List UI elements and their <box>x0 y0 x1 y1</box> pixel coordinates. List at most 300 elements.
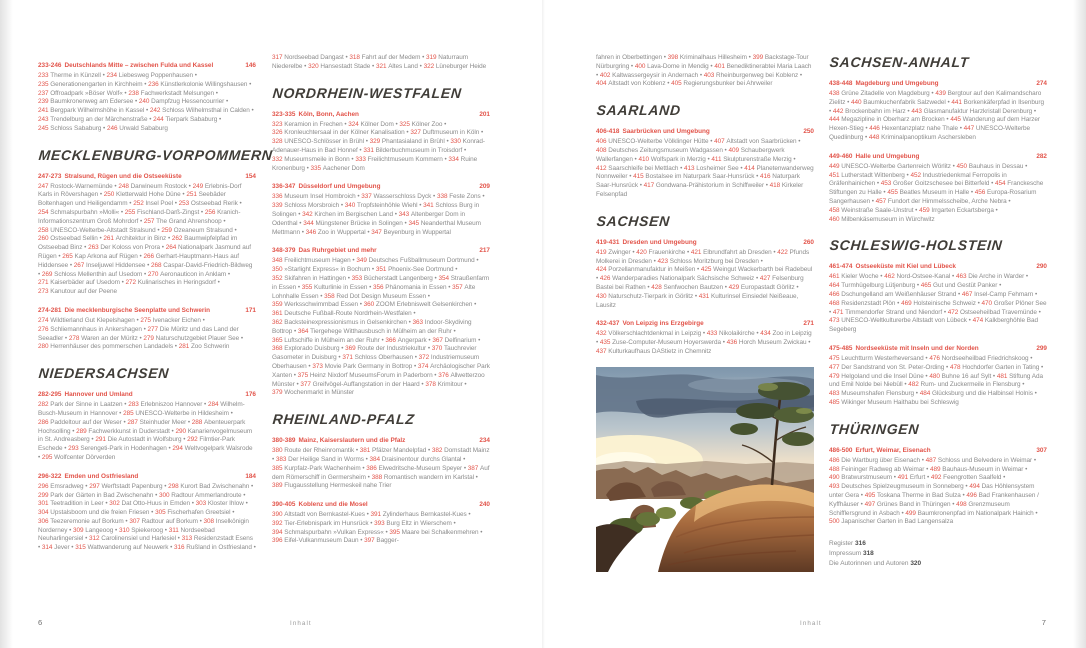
entry-number: 406 <box>596 138 607 146</box>
section-title: 475-485 Nordseeküste mit Inseln und der Norden <box>829 344 979 352</box>
entry-number: 380 <box>272 447 283 455</box>
section-page-number: 217 <box>479 247 490 255</box>
page-edge-left <box>0 0 13 648</box>
entry-number: 453 <box>880 180 892 188</box>
entry-number: 440 <box>850 98 862 106</box>
entry-number: 273 <box>38 288 49 296</box>
section-entry-range: 486-500 <box>829 446 853 454</box>
entry-number: 457 <box>875 197 887 205</box>
entry-number: 335 <box>310 164 322 172</box>
entry-number: 382 <box>431 447 443 455</box>
entry-number: 498 <box>956 500 967 508</box>
running-title-left: Inhalt <box>290 620 312 627</box>
entry-number: 403 <box>703 71 715 79</box>
section-entry-range: 449-460 <box>829 152 853 160</box>
entry-number: 347 <box>371 228 382 236</box>
entry-number: 435 <box>599 339 611 347</box>
section-page-number: 209 <box>479 183 490 191</box>
section-entry-range: 274-281 <box>38 306 62 314</box>
section-heading <box>829 344 1047 353</box>
entry-number: 326 <box>272 129 283 137</box>
entry-number: 350 <box>272 266 283 274</box>
section-entry-range: 348-379 <box>272 247 296 255</box>
entry-number: 279 <box>143 334 154 342</box>
entry-number: 293 <box>68 445 79 453</box>
entry-number: 345 <box>408 219 419 227</box>
entry-number: 352 <box>272 274 283 282</box>
section-page-number: 234 <box>479 437 490 445</box>
entry-number: 245 <box>38 124 49 132</box>
entry-number: 363 <box>412 318 424 326</box>
entry-number: 369 <box>345 345 356 353</box>
section-heading <box>596 238 814 247</box>
entry-number: 429 <box>728 283 740 291</box>
entry-number: 483 <box>829 390 840 398</box>
entry-number: 371 <box>342 354 353 362</box>
landscape-photo-illustration <box>596 367 814 572</box>
entry-number: 459 <box>919 206 930 214</box>
entry-number: 249 <box>192 182 204 190</box>
entry-number: 378 <box>425 380 436 388</box>
entry-number: 408 <box>596 146 607 154</box>
entry-number: 359 <box>272 301 283 309</box>
entry-list: 461 Kieler Woche • 462 Nord-Ostsee-Kanal • 463 Die Arche in Warder • 464 Turmhügelburg Lütjenburg • 465 Gut und Gestüt Panker • 466 Dschungelland am Weißenhäuser Strand • 467 Insel-Camp Fehmarn • 468 Residenzstadt Plön • 469 Holsteinische Schweiz • 470 Großer Plöner See • 471 Timmendorfer Strand und Niendorf • 472 Ostseeheilbad Travemünde • 473 UNESCO-Weltkulturerbe Altstadt von Lübeck • 474 Kalkberghöhle Bad Segeberg <box>829 273 1047 334</box>
entry-number: 332 <box>272 155 283 163</box>
entry-number: 334 <box>448 155 459 163</box>
entry-number: 274 <box>38 316 49 324</box>
section-entry-range: 323-335 <box>272 110 296 118</box>
page-gutter <box>542 0 545 648</box>
entry-number: 302 <box>109 500 120 508</box>
entry-number: 304 <box>38 509 49 517</box>
backmatter-page-number: 316 <box>855 540 866 548</box>
landscape-photo <box>596 367 814 572</box>
section-entry-range: 438-448 <box>829 80 853 87</box>
entry-number: 342 <box>302 210 313 218</box>
section-title: 419-431 Dresden und Umgebung <box>596 238 697 246</box>
entry-number: 242 <box>149 107 161 115</box>
entry-number: 328 <box>272 138 283 146</box>
entry-number: 437 <box>596 347 607 355</box>
entry-number: 351 <box>375 266 387 274</box>
section-heading <box>272 246 490 255</box>
section-entry-range: 461-474 <box>829 263 853 271</box>
entry-number: 485 <box>829 398 840 406</box>
entry-number: 340 <box>344 202 356 210</box>
entry-number: 486 <box>829 456 840 464</box>
section-page-number: 290 <box>1036 263 1047 271</box>
section-heading <box>38 61 256 70</box>
entry-list: 296 Emsradweg • 297 Werftstadt Papenburg • 298 Kurort Bad Zwischenahn • 299 Park der Gärten in Bad Zwischenahn • 300 Radtour Ammerlandroute • 301 Teetradition in Leer • 302 Dat Otto-Huus in Emden • 303 Kloster Ihlow • 304 Upstalsboom und die freien Friesen • 305 Fischerhafen Greetsiel • 306 Teezeremonie auf Borkum • 307 Radtour auf Borkum • 308 Inselkönigin Norderney • 309 Langeoog • 310 Spiekeroog • 311 Nordseebad Neuharlingersiel • 312 Carolinensiel und Harlesiel • 313 Residenzstadt Esens • 314 Jever • 315 Wattwanderung auf Neuwerk • 316 Rußland in Ostfriesland • <box>38 482 256 552</box>
section-title: 233-246 Deutschlands Mitte – zwischen Fulda und Kassel <box>38 62 214 69</box>
entry-number: 445 <box>950 116 961 124</box>
entry-number: 257 <box>143 217 155 225</box>
entry-number: 357 <box>452 283 463 291</box>
entry-number: 466 <box>829 290 840 298</box>
entry-number: 421 <box>690 248 702 256</box>
backmatter-item: Impressum 318 <box>829 549 874 557</box>
state-heading: SCHLESWIG-HOLSTEIN <box>829 237 1004 254</box>
entry-number: 250 <box>103 191 115 199</box>
entry-number: 353 <box>351 274 363 282</box>
section-page-number: 176 <box>245 391 256 399</box>
entry-number: 238 <box>128 89 139 97</box>
entry-number: 439 <box>935 90 946 97</box>
entry-number: 314 <box>41 544 53 552</box>
entry-list: 348 Freilichtmuseum Hagen • 349 Deutsches Fußballmuseum Dortmund • 350 »Starlight Express« in Bochum • 351 Phoenix-See Dortmund • 352 Skifahren in Hattingen • 353 Bücherstadt Langenberg • 354 Straußenfarm in Essen • 355 Kulturlinie in Essen • 356 Phänomania in Essen • 357 Alte Lohnhalle Essen • 358 Red Dot Design Museum Essen • 359 Werksschwimmbad Essen • 360 ZOOM Erlebniswelt Gelsenkirchen • 361 Deutsche Fußball-Route Nordrhein-Westfalen • 362 Backsteinexpressionismus in Gelsenkirchen • 363 Indoor-Skydiving Bottrop • 364 Tiergehege Witthausbusch in Mülheim an der Ruhr • 365 Luftschiffe in Mülheim an der Ruhr • 366 Angerpark • 367 Delfinarium • 368 Explorado Duisburg • 369 Route der Industriekultur • 370 Tauchrevier Gasometer in Duisburg • 371 Schloss Oberhausen • 372 Industriemuseum Oberhausen • 373 Movie Park Germany in Bottrop • 374 Archäologischer Park Xanten • 375 Heinz Nixdorf MuseumsForum in Paderborn • 376 Allwetterzoo Münster • 377 Greifvögel-Auffangstation in der Haard • 378 Krimitour • 379 Wochenmarkt in Münster <box>272 257 490 397</box>
entry-number: 324 <box>348 120 359 128</box>
entry-number: 454 <box>995 180 1006 188</box>
entry-number: 431 <box>698 292 710 300</box>
entry-number: 420 <box>636 248 647 256</box>
section-page-number: 240 <box>479 501 490 509</box>
entry-number: 319 <box>426 54 437 61</box>
section-heading <box>38 472 256 481</box>
entry-number: 464 <box>829 282 840 290</box>
entry-number: 463 <box>955 273 967 281</box>
entry-number: 407 <box>714 138 725 146</box>
section-heading <box>272 182 490 191</box>
entry-number: 410 <box>638 155 649 163</box>
entry-number: 413 <box>684 164 695 172</box>
section-page-number: 307 <box>1036 446 1047 454</box>
entry-number: 281 <box>178 343 190 351</box>
entry-number: 480 <box>929 372 940 380</box>
entry-number: 465 <box>920 282 932 290</box>
entry-number: 460 <box>829 215 840 223</box>
state-heading: SACHSEN-ANHALT <box>829 54 970 70</box>
section-heading <box>829 152 1047 161</box>
entry-number: 286 <box>38 418 49 426</box>
entry-number: 288 <box>191 418 203 426</box>
entry-number: 395 <box>389 528 400 536</box>
entry-number: 372 <box>418 354 430 362</box>
section-title: 282-295 Hannover und Umland <box>38 391 133 399</box>
entry-number: 300 <box>158 491 170 499</box>
entry-number: 243 <box>38 115 49 123</box>
section-page-number: 171 <box>245 306 256 314</box>
entry-number: 346 <box>305 228 317 236</box>
section-title: 247-273 Stralsund, Rügen und die Ostseeküste <box>38 172 182 180</box>
entry-number: 461 <box>829 273 840 281</box>
entry-number: 313 <box>181 535 193 543</box>
entry-number: 389 <box>272 482 283 490</box>
entry-number: 446 <box>869 125 880 133</box>
entry-number: 425 <box>700 266 712 274</box>
entry-number: 264 <box>165 244 177 252</box>
entry-number: 338 <box>436 193 448 201</box>
entry-number: 441 <box>951 98 962 106</box>
page-number-left: 6 <box>38 618 43 627</box>
section-title: 296-322 Emden und Ostfriesland <box>38 472 139 480</box>
entry-number: 237 <box>38 89 49 97</box>
entry-number: 360 <box>363 301 375 309</box>
entry-number: 262 <box>171 235 183 243</box>
entry-number: 428 <box>651 283 662 291</box>
entry-number: 333 <box>355 155 366 163</box>
entry-number: 241 <box>38 107 49 115</box>
entry-number: 377 <box>300 380 311 388</box>
backmatter-page-number: 320 <box>910 559 922 567</box>
entry-number: 366 <box>385 336 396 344</box>
entry-number: 358 <box>324 292 335 300</box>
entry-number: 311 <box>168 526 179 534</box>
entry-number: 468 <box>829 299 840 307</box>
section-title: 274-281 Die mecklenburgische Seenplatte und Schwerin <box>38 306 211 314</box>
section-page-number: 282 <box>1036 152 1047 160</box>
entry-number: 436 <box>726 339 738 347</box>
state-heading: NORDRHEIN-WESTFALEN <box>272 84 463 101</box>
entry-list: 317 Nordseebad Dangast • 318 Fahrt auf der Medem • 319 Naturraum Niederelbe • 320 Hansestadt Stade • 321 Altes Land • 322 Lüneburger Heide <box>272 54 487 70</box>
entry-list: 432 Völkerschlachtdenkmal in Leipzig • 433 Nikolaikirche • 434 Zoo in Leipzig • 435 Zuse-Computer-Museum Hoyerswerda • 436 Horch Museum Zwickau • 437 Kulturkaufhaus DAStietz in Chemnitz <box>596 330 812 355</box>
entry-number: 265 <box>62 252 73 260</box>
entry-number: 477 <box>829 363 840 371</box>
entry-number: 492 <box>930 474 942 482</box>
entry-number: 303 <box>195 500 207 508</box>
entry-number: 433 <box>706 330 718 338</box>
entry-number: 316 <box>174 544 185 552</box>
entry-number: 256 <box>204 208 216 216</box>
entry-list: fahren in Oberbettingen • 398 Kriminalhaus Hillesheim • 399 Backstage-Tour Nürburgring • 400 Lava-Dome in Mendig • 401 Benediktinerabtei Maria Laach • 402 Kaltwassergeysir in Andernach • 403 Rheinburgenweg bei Koblenz • 404 Altstadt von Koblenz • 405 Regierungsbunker bei Ahrweiler <box>596 54 812 88</box>
entry-number: 400 <box>634 62 646 70</box>
entry-number: 404 <box>596 80 607 88</box>
entry-number: 412 <box>596 164 607 172</box>
entry-number: 409 <box>728 146 739 154</box>
entry-number: 246 <box>106 124 118 132</box>
toc-column-2 <box>272 52 490 546</box>
entry-number: 390 <box>272 511 283 519</box>
entry-number: 500 <box>829 518 840 526</box>
state-heading: NIEDERSACHSEN <box>38 365 170 382</box>
section-entry-range: 296-322 <box>38 472 62 480</box>
section-title: 438-448 Magdeburg und Umgebung <box>829 80 939 87</box>
entry-number: 312 <box>89 535 100 543</box>
entry-number: 258 <box>38 226 49 234</box>
entry-number: 270 <box>147 270 159 278</box>
entry-number: 233 <box>38 72 49 79</box>
entry-number: 422 <box>777 248 788 256</box>
entry-number: 434 <box>760 330 771 338</box>
entry-number: 491 <box>897 474 909 482</box>
entry-number: 462 <box>884 273 895 281</box>
entry-number: 397 <box>364 537 375 545</box>
entry-number: 398 <box>667 54 679 61</box>
entry-list: 282 Park der Sinne in Laatzen • 283 Erlebniszoo Hannover • 284 Wilhelm-Busch-Museum in Hannover • 285 UNESCO-Welterbe in Hildesheim • 286 Paddeltour auf der Weser • 287 Steinhuder Meer • 288 Abenteuerpark Hochsolling • 289 Fachwerkkunst in Duderstadt • 290 Kanarienvogelmuseum in St. Andreasberg • 291 Die Autostadt in Wolfsburg • 292 Filmtier-Park Eschede • 293 Serengeti-Park in Hodenhagen • 294 Weltvogelpark Walsrode • 295 Wolfcenter Dörverden <box>38 401 253 461</box>
entry-number: 430 <box>596 292 607 300</box>
entry-number: 252 <box>133 200 144 208</box>
entry-number: 321 <box>375 62 387 70</box>
entry-number: 418 <box>769 182 781 190</box>
entry-number: 392 <box>272 519 283 527</box>
entry-number: 381 <box>359 447 371 455</box>
entry-list: 438 Grüne Zitadelle von Magdeburg • 439 Bergtour auf den Kalimandscharo Zielitz • 440 Baumkuchenfabrik Salzwedel • 441 Borkenkäferpfad in Ilsenburg • 442 Brockenbahn im Harz • 443 Glasmanufaktur Harzkristall Derenburg • 444 Megazipline in Oberharz am Brocken • 445 Wanderung auf dem Harzer Hexen-Stieg • 446 Hexentanzplatz nahe Thale • 447 UNESCO-Welterbe Quedlinburg • 448 Kriminalpanoptikum Aschersleben <box>829 90 1044 141</box>
entry-number: 414 <box>744 164 755 172</box>
entry-number: 327 <box>410 129 421 137</box>
section-heading <box>38 390 256 399</box>
entry-number: 285 <box>123 409 134 417</box>
entry-number: 415 <box>633 173 644 181</box>
entry-number: 320 <box>308 62 319 70</box>
entry-number: 499 <box>905 509 916 517</box>
entry-number: 443 <box>911 107 922 115</box>
toc-column-4 <box>829 52 1047 568</box>
entry-number: 298 <box>168 482 179 490</box>
entry-list: 486 Die Wartburg über Eisenach • 487 Schloss und Belvedere in Weimar • 488 Feininger Radweg ab Weimar • 489 Bauhaus-Museum in Weimar • 490 Bratwurstmuseum • 491 Erfurt • 492 Feengrotten Saalfeld • 493 Deutsches Spielzeugmuseum in Sonneberg • 494 Das Höhlensystem unter Gera • 495 Toskana Therme in Bad Sulza • 496 Bad Frankenhausen / Kyffhäuser • 497 Grünes Band in Thüringen • 498 Grenzmuseum Schifflersgrund in Asbach • 499 Baumkronenpfad im Nationalpark Hainich • 500 Japanischer Garten in Bad Langensalza <box>829 456 1039 526</box>
section-heading <box>596 319 814 328</box>
backmatter-list <box>829 539 1047 568</box>
state-heading: SACHSEN <box>596 212 671 229</box>
entry-number: 472 <box>947 308 959 316</box>
entry-number: 488 <box>829 465 840 473</box>
entry-number: 254 <box>38 208 49 216</box>
entry-number: 234 <box>106 72 118 79</box>
entry-number: 268 <box>151 261 162 269</box>
section-page-number: 274 <box>1036 80 1047 87</box>
entry-number: 318 <box>349 54 360 61</box>
entry-number: 275 <box>140 316 151 324</box>
entry-number: 478 <box>949 363 961 371</box>
entry-number: 411 <box>711 155 722 163</box>
entry-number: 290 <box>175 427 186 435</box>
entry-number: 337 <box>361 193 372 201</box>
entry-number: 322 <box>423 62 435 70</box>
entry-number: 244 <box>153 115 164 123</box>
entry-number: 455 <box>887 189 898 197</box>
entry-number: 315 <box>75 544 86 552</box>
entry-number: 424 <box>596 266 607 274</box>
entry-number: 276 <box>38 325 49 333</box>
entry-number: 355 <box>301 283 313 291</box>
entry-number: 297 <box>89 482 100 490</box>
entry-number: 469 <box>901 299 912 307</box>
backmatter-page-number: 318 <box>862 549 874 557</box>
entry-number: 451 <box>829 171 840 179</box>
entry-number: 487 <box>925 456 937 464</box>
entry-number: 490 <box>829 474 840 482</box>
section-page-number: 260 <box>803 238 814 246</box>
entry-number: 329 <box>369 138 381 146</box>
entry-number: 260 <box>38 235 49 243</box>
section-entry-range: 247-273 <box>38 172 62 180</box>
entry-number: 343 <box>398 210 410 218</box>
entry-number: 278 <box>68 334 80 342</box>
section-title: 390-405 Koblenz und die Mosel <box>272 501 368 509</box>
section-page-number: 154 <box>245 172 256 180</box>
entry-number: 489 <box>930 465 941 473</box>
state-heading: THÜRINGEN <box>829 420 920 437</box>
entry-list: 380 Route der Rheinromantik • 381 Pfälzer Mandelpfad • 382 Domstadt Mainz • 383 Der Heilige Sand in Worms • 384 Draisinentour durchs Glantal • 385 Kurpfalz-Park Wachenheim • 386 Elwedritsche-Museum Speyer • 387 Auf dem Römerschiff in Germersheim • 388 Romantisch wandern im Karlstal • 389 Flugausstellung Hermeskeil nahe Trier <box>272 447 490 490</box>
entry-number: 253 <box>178 200 190 208</box>
entry-number: 417 <box>643 182 655 190</box>
entry-number: 336 <box>272 193 283 201</box>
entry-number: 458 <box>829 206 840 214</box>
section-page-number: 299 <box>1036 344 1047 352</box>
entry-number: 261 <box>103 235 114 243</box>
entry-number: 426 <box>599 275 611 283</box>
entry-number: 331 <box>363 146 374 154</box>
entry-number: 271 <box>38 279 49 287</box>
entry-number: 467 <box>961 290 973 298</box>
entry-number: 495 <box>864 491 876 499</box>
entry-number: 384 <box>369 455 381 463</box>
state-heading: MECKLENBURG-VORPOMMERN <box>38 146 274 163</box>
entry-number: 348 <box>272 257 283 265</box>
entry-number: 396 <box>272 537 283 545</box>
entry-number: 295 <box>41 453 53 461</box>
entry-number: 362 <box>272 318 283 326</box>
entry-number: 309 <box>73 526 84 534</box>
entry-number: 296 <box>38 482 49 490</box>
section-page-number: 184 <box>245 472 256 480</box>
entry-number: 385 <box>272 464 283 472</box>
section-heading <box>596 127 814 136</box>
entry-number: 394 <box>272 528 283 536</box>
entry-number: 476 <box>929 354 940 362</box>
entry-number: 373 <box>312 362 323 370</box>
entry-number: 266 <box>143 252 154 260</box>
section-title: 486-500 Erfurt, Weimar, Eisenach <box>829 446 931 454</box>
entry-number: 442 <box>832 107 844 115</box>
entry-number: 473 <box>829 317 840 325</box>
section-title: 323-335 Köln, Bonn, Aachen <box>272 110 359 118</box>
entry-number: 349 <box>356 257 367 265</box>
entry-number: 419 <box>596 248 607 256</box>
section-heading <box>38 172 256 181</box>
section-heading <box>829 79 1047 88</box>
entry-number: 301 <box>38 500 49 508</box>
entry-number: 374 <box>417 362 429 370</box>
entry-number: 494 <box>969 483 980 491</box>
entry-number: 283 <box>128 401 139 409</box>
section-page-number: 250 <box>803 128 814 136</box>
section-entry-range: 233-246 <box>38 62 62 69</box>
section-entry-range: 419-431 <box>596 238 620 246</box>
entry-number: 308 <box>203 517 215 525</box>
section-entry-range: 282-295 <box>38 391 62 399</box>
entry-number: 367 <box>432 336 443 344</box>
entry-list: 449 UNESCO-Welterbe Gartenreich Wörlitz • 450 Bauhaus in Dessau • 451 Lutherstadt Wittenberg • 452 Industriedenkmal Ferropolis in Gräfenhainichen • 453 Großer Goitzschesee bei Bitterfeld • 454 Franckesche Stiftungen zu Halle • 455 Beatles Museum in Halle • 456 Europa-Rosarium Sangerhausen • 457 Fundort der Himmelsscheibe, Arche Nebra • 458 Weinstraße Saale-Unstrut • 459 Irrgarten Eckartsberga • 460 Milbenkäsemuseum in Würchwitz <box>829 162 1044 223</box>
entry-number: 341 <box>423 202 434 210</box>
entry-number: 339 <box>272 202 283 210</box>
entry-list: 419 Zwinger • 420 Frauenkirche • 421 Elbrundfahrt ab Dresden • 422 Pfunds Molkerei in Dresden • 423 Schloss Moritzburg bei Dresden • 424 Porzellanmanufaktur in Meißen • 425 Weingut Wackerbarth bei Radebeul • 426 Wanderparadies Nationalpark Sächsische Schweiz • 427 Felsenburg Bastei bei Rathen • 428 Senfwochen Bautzen • 429 Europastadt Görlitz • 430 Naturschutz-Tierpark in Görlitz • 431 Kulturinsel Einsiedel Neißeaue, Lausitz <box>596 248 813 309</box>
entry-number: 447 <box>963 125 975 133</box>
entry-number: 267 <box>73 261 85 269</box>
section-entry-range: 432-437 <box>596 320 620 328</box>
entry-number: 354 <box>438 274 449 282</box>
entry-number: 317 <box>272 54 283 61</box>
entry-number: 427 <box>759 275 771 283</box>
entry-number: 449 <box>829 162 840 170</box>
section-title: 432-437 Von Leipzig ins Erzgebirge <box>596 320 704 328</box>
page-edge-right <box>1073 0 1086 648</box>
entry-number: 452 <box>910 171 921 179</box>
entry-number: 305 <box>155 509 166 517</box>
entry-number: 299 <box>38 491 49 499</box>
entry-number: 356 <box>373 283 384 291</box>
entry-number: 481 <box>996 372 1008 380</box>
entry-number: 361 <box>272 310 283 318</box>
entry-number: 284 <box>207 401 219 409</box>
section-entry-range: 336-347 <box>272 183 296 191</box>
entry-number: 248 <box>118 182 129 190</box>
entry-number: 484 <box>919 390 931 398</box>
entry-number: 310 <box>118 526 130 534</box>
entry-number: 450 <box>956 162 968 170</box>
entry-number: 393 <box>374 519 385 527</box>
entry-list: 247 Rostock-Warnemünde • 248 Darwineum Rostock • 249 Erlebnis-Dorf Karls in Rövershagen • 250 Kletterwald Hohe Düne • 251 Seebäder Boltenhagen und Heiligendamm • 252 Insel Poel • 253 Ostseebad Rerik • 254 Schmalspurbahn »Molli« • 255 Fischland-Darß-Zingst • 256 Kranich-Informationszentrum Groß Mohrdorf • 257 The Grand Ahrenshoop • 258 UNESCO-Welterbe-Altstadt Stralsund • 259 Ozeaneum Stralsund • 260 Ostseebad Sellin • 261 Architektur in Binz • 262 Baumwipfelpfad im Ostseebad Binz • 263 Der Koloss von Prora • 264 Nationalpark Jasmund auf Rügen • 265 Kap Arkona auf Rügen • 266 Gerhart-Hauptmann-Haus auf Hiddensee • 267 Inseljuwel Hiddensee • 268 Caspar-David-Friedrich-Bildweg • 269 Schloss Mellenthin auf Usedom • 270 Aeronauticon in Anklam • 271 Kaiserbäder auf Usedom • 272 Kulinarisches in Heringsdorf • 273 Kanutour auf der Peene <box>38 182 253 296</box>
entry-number: 475 <box>829 354 840 362</box>
section-page-number: 271 <box>803 320 814 328</box>
